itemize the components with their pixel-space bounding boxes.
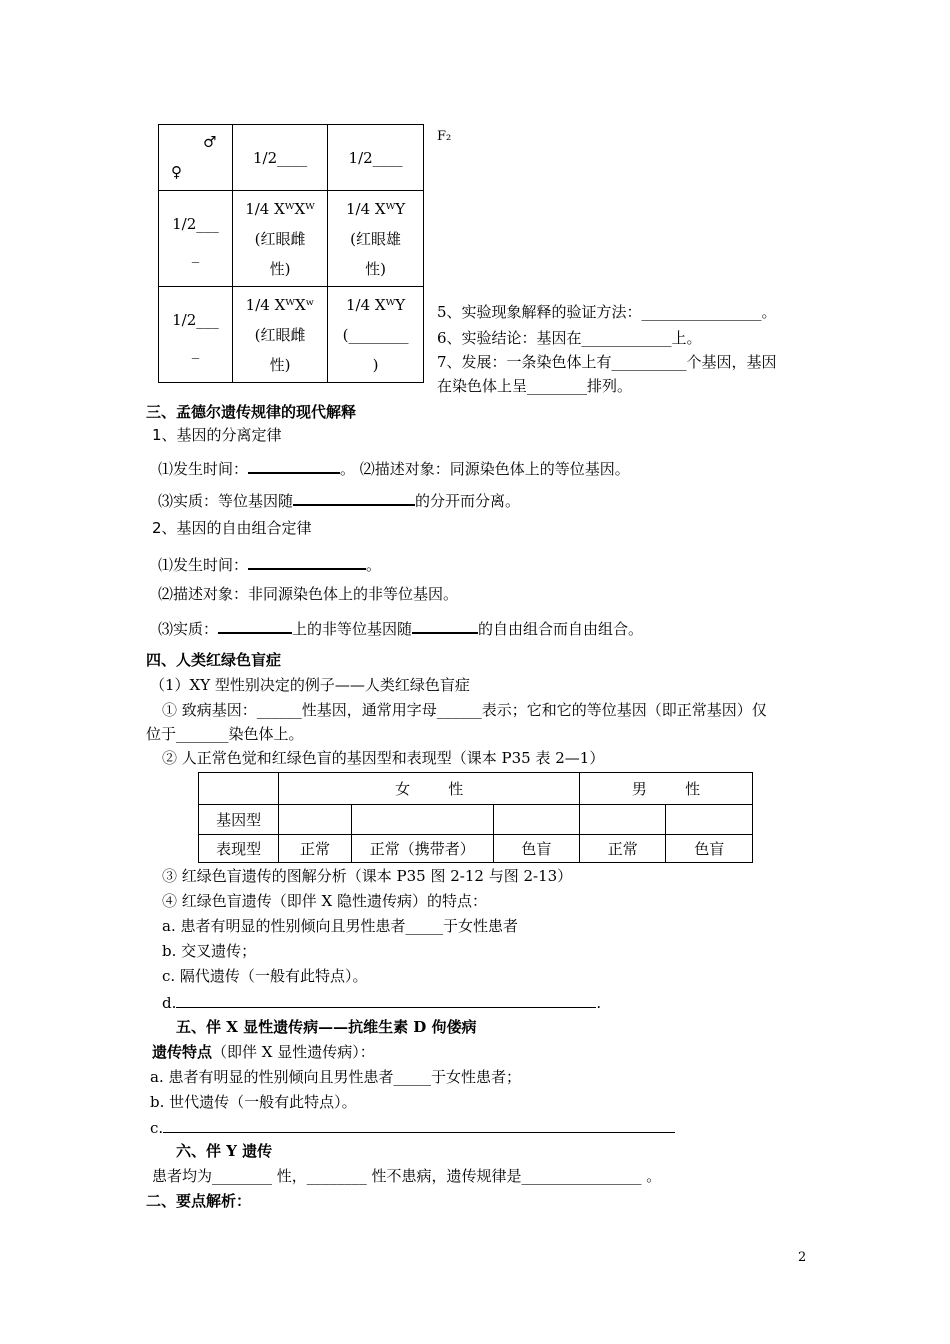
f2-label: F₂ <box>437 129 452 144</box>
sec4-line6: ④ 红绿色盲遗传（即伴 X 隐性遗传病）的特点： <box>162 892 487 910</box>
cell-r2-c1: 1/4 XᵂXʷ (红眼雌 性) <box>232 287 327 383</box>
sec4-item-a: a. 患者有明显的性别倾向且男性患者_____于女性患者 <box>162 917 518 935</box>
female-gamete-2: 1/2___ _ <box>159 287 233 383</box>
section-6-title: 六、伴 Y 遗传 <box>176 1142 273 1160</box>
sec6-line: 患者均为________ 性，________ 性不患病，遗传规律是________________ 。 <box>152 1167 662 1185</box>
phenotype-cell: 色盲 <box>666 834 753 862</box>
item-7: 7、发展：一条染色体上有__________个基因，基因 <box>437 353 777 371</box>
sec4-line4: ② 人正常色觉和红绿色盲的基因型和表现型（课本 P35 表 2—1） <box>162 749 605 767</box>
phenotype-cell: 正常（携带者） <box>351 834 493 862</box>
sec4-line1: （1）XY 型性别决定的例子——人类红绿色盲症 <box>150 676 470 694</box>
genotype-table <box>198 772 753 863</box>
sec4-line3: 位于_______染色体上。 <box>146 725 304 743</box>
sec3-line3: ⑴发生时间： 。 <box>158 556 382 574</box>
punnett-table <box>158 124 424 383</box>
phenotype-cell: 色盲 <box>493 834 579 862</box>
sec3-line1: ⑴发生时间： 。 ⑵描述对象：同源染色体上的等位基因。 <box>158 460 630 478</box>
sec3-sub2: 2、基因的自由组合定律 <box>152 519 312 537</box>
phenotype-row-label: 表现型 <box>199 834 279 862</box>
cell-r2-c2: 1/4 XᵂY (________ ) <box>328 287 424 383</box>
sec4-item-d: d. . <box>162 994 602 1012</box>
section-4-title: 四、人类红绿色盲症 <box>146 651 282 669</box>
section-3-title: 三、孟德尔遗传规律的现代解释 <box>146 403 357 421</box>
item-6: 6、实验结论：基因在____________上。 <box>437 329 702 347</box>
sec3-line4: ⑵描述对象：非同源染色体上的非等位基因。 <box>158 585 459 603</box>
sec4-item-c: c. 隔代遗传（一般有此特点）。 <box>162 967 368 985</box>
female-header: 女 性 <box>279 773 580 805</box>
item-5: 5、实验现象解释的验证方法：________________。 <box>437 303 777 321</box>
cell-r1-c2: 1/4 XᵂY (红眼雄 性) <box>328 191 424 287</box>
sec4-line5: ③ 红绿色盲遗传的图解分析（课本 P35 图 2-12 与图 2-13） <box>162 867 573 885</box>
sec5-item-a: a. 患者有明显的性别倾向且男性患者_____于女性患者； <box>150 1068 521 1086</box>
male-gamete-2: 1/2____ <box>328 125 424 191</box>
female-symbol: ♀ <box>171 163 182 181</box>
female-gamete-1: 1/2___ _ <box>159 191 233 287</box>
male-header: 男 性 <box>580 773 753 805</box>
sec3-sub1: 1、基因的分离定律 <box>152 426 282 444</box>
item-7-cont: 在染色体上呈________排列。 <box>437 377 633 395</box>
male-gamete-1: 1/2____ <box>232 125 327 191</box>
male-symbol: ♂ <box>203 133 217 151</box>
sec5-sub: 遗传特点（即伴 X 显性遗传病）： <box>152 1043 375 1061</box>
phenotype-cell: 正常 <box>279 834 351 862</box>
sec4-line2: ① 致病基因：______性基因，通常用字母______表示；它和它的等位基因（即正常基因）仅 <box>162 701 767 719</box>
sec3-line2: ⑶实质：等位基因随 的分开而分离。 <box>158 492 521 510</box>
sec4-item-b: b. 交叉遗传； <box>162 942 257 960</box>
page-number: 2 <box>798 1250 807 1265</box>
sec3-line5: ⑶实质： 上的非等位基因随 的自由组合而自由组合。 <box>158 620 644 638</box>
sec5-item-b: b. 世代遗传（一般有此特点）。 <box>150 1093 357 1111</box>
phenotype-cell: 正常 <box>580 834 666 862</box>
sec5-item-c: c. <box>150 1118 675 1137</box>
section-2-title: 二、要点解析： <box>146 1192 252 1210</box>
cell-r1-c1: 1/4 XᵂXᵂ (红眼雌 性) <box>232 191 327 287</box>
section-5-title: 五、伴 X 显性遗传病——抗维生素 D 佝偻病 <box>176 1018 477 1036</box>
corner-cell <box>159 125 233 191</box>
genotype-row-label: 基因型 <box>199 805 279 834</box>
